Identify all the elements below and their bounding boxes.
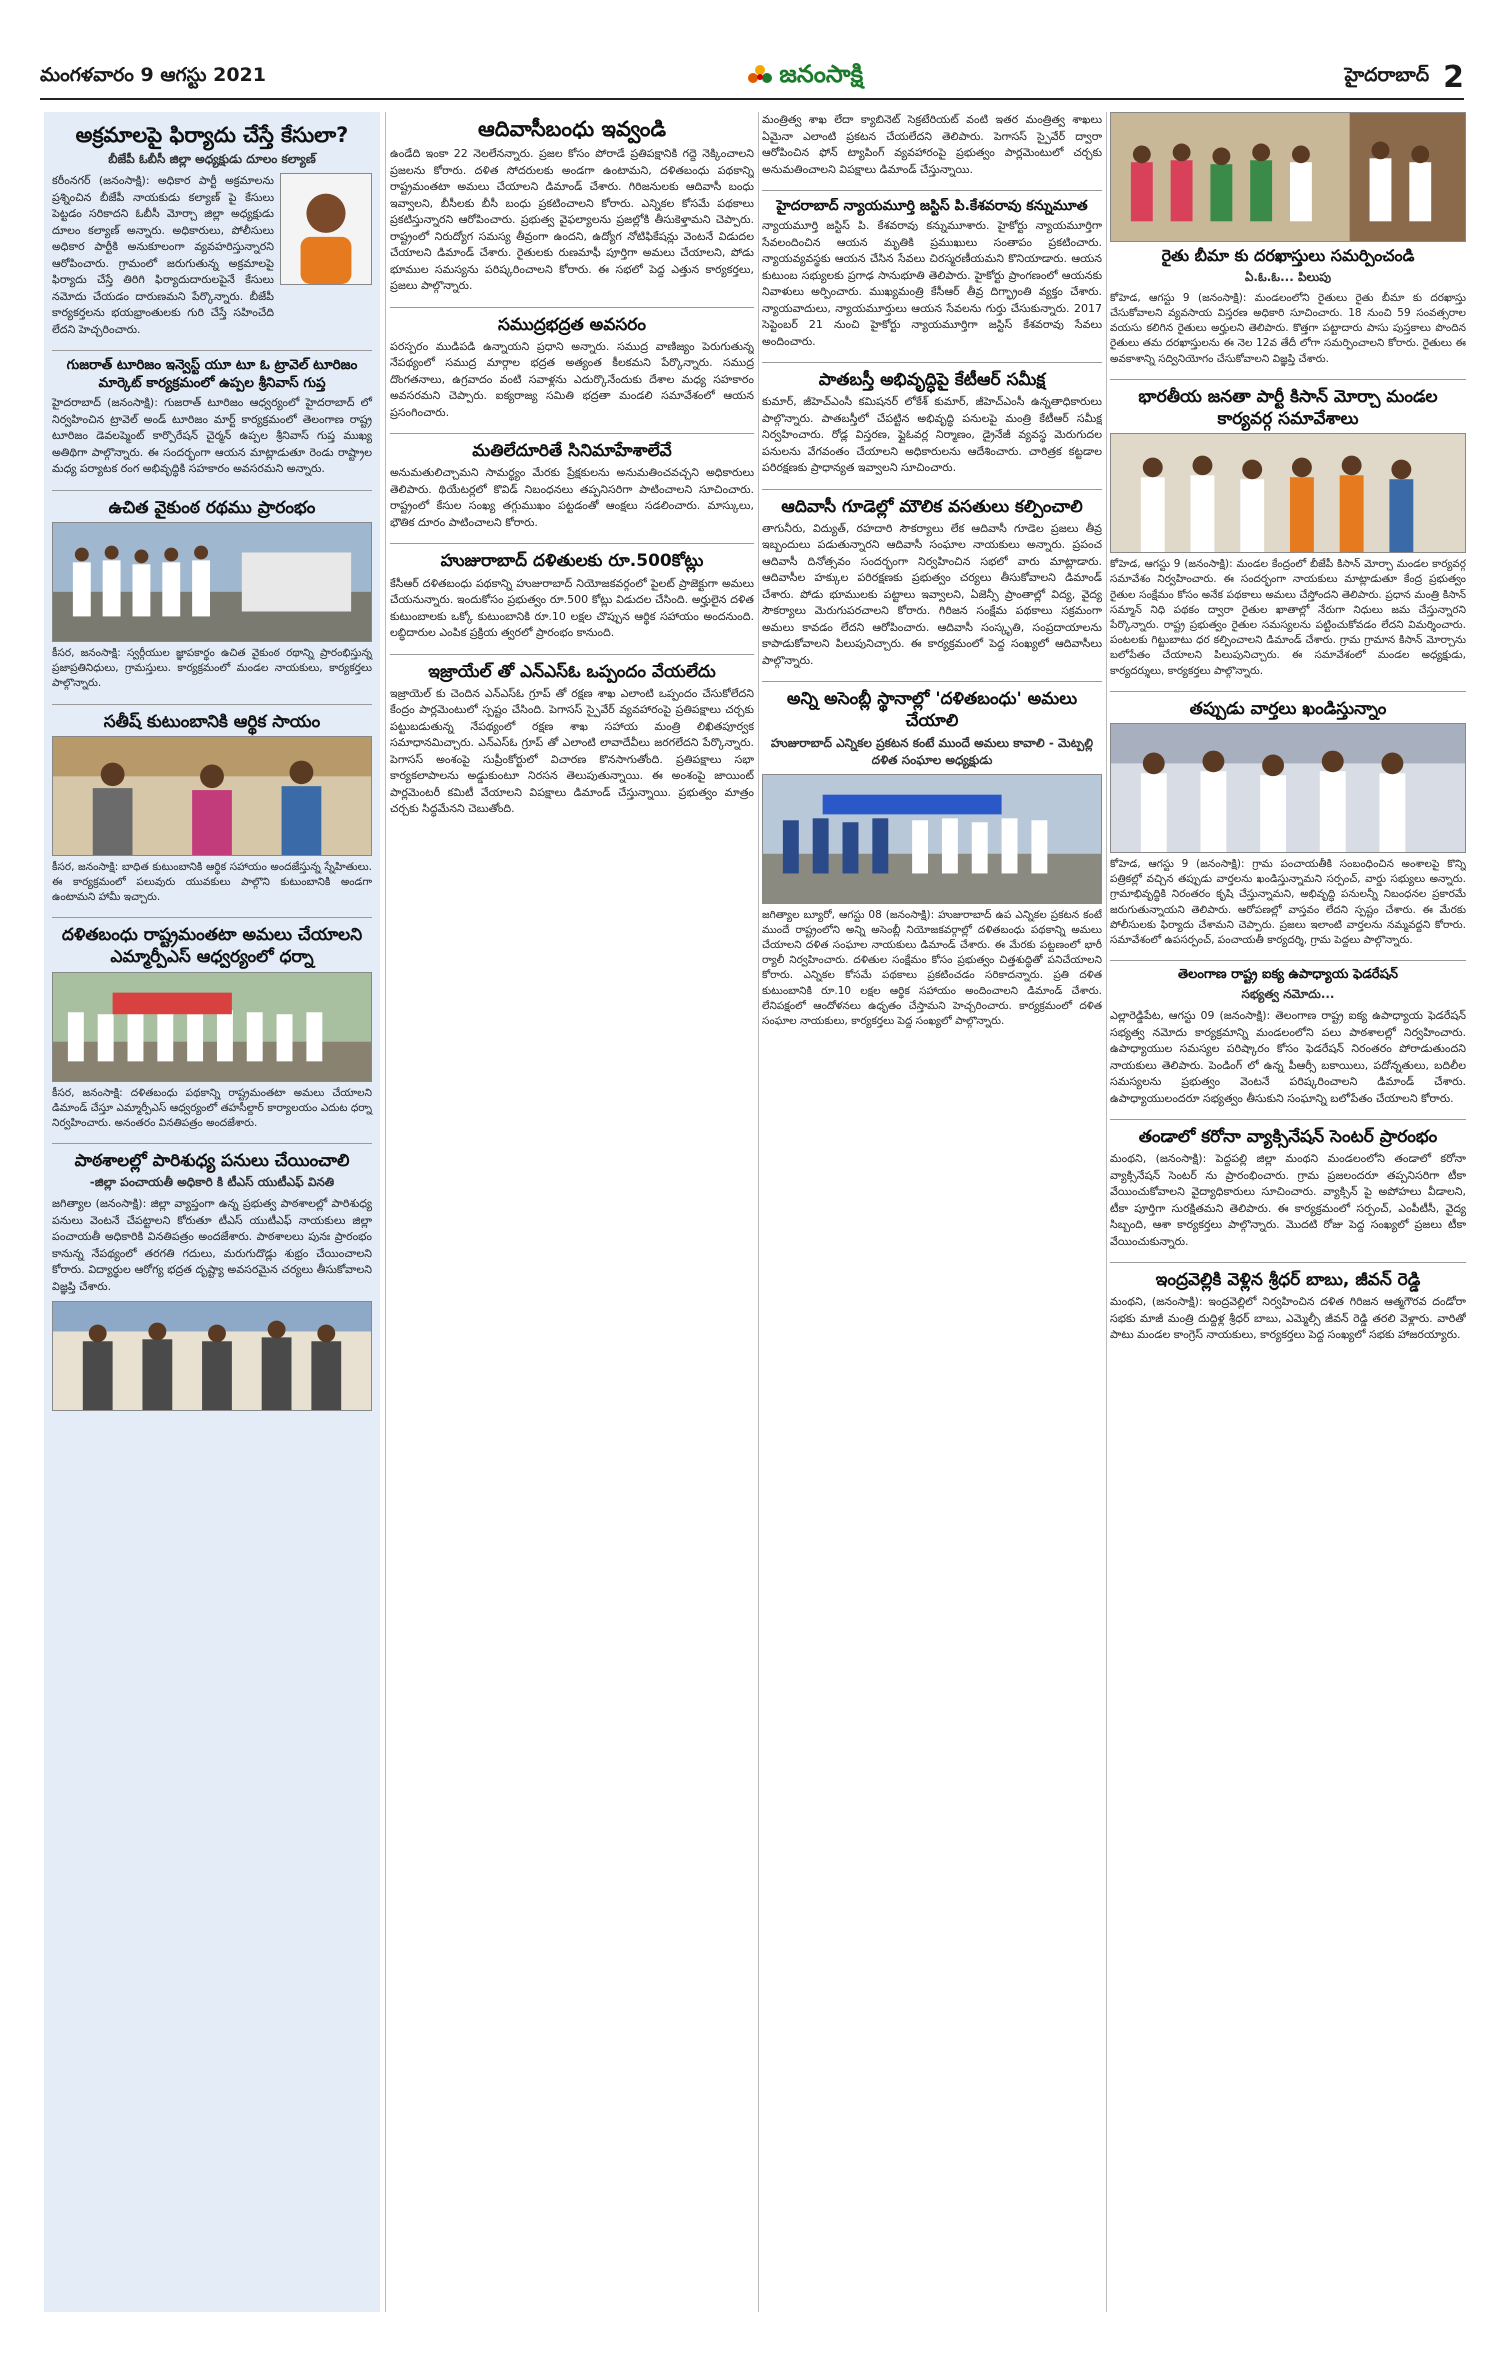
article-pegasus-continued [762, 112, 1102, 178]
news-photo [1110, 112, 1466, 242]
headline: ఇజ్రాయేల్ తో ఎన్ఎస్ఓ ఒప్పందం వేయలేదు [428, 661, 716, 682]
article-rythu-bima [1110, 112, 1466, 367]
headline: పాఠశాలల్లో పారిశుధ్య పనులు చేయించాలి [74, 1151, 350, 1172]
city-name: హైదరాబాద్ [1344, 63, 1430, 86]
article-body: ఉండేది ఇంకా 22 నెలలేనన్నారు. ప్రజల కోసం పోరాడే ప్రతిపక్షానికి గద్దె నెక్కించాలని ప్రజలను కోరారు. దళిత సోదరులకు అండగా ఉంటామని, దళితబంధు పథకాన్ని రాష్ట్రమంతటా అమలు చేయాలని డిమాండ్ చేశారు. గిరిజనులకు ఆదివాసీ బంధు ఇవ్వాలని, బీసీలకు బీసీ బంధు ప్రకటించాలని కోరారు. ఎన్నికల కోసమే పథకాలు ప్రకటిస్తున్నారని ఆరోపించారు. ప్రభుత్వ వైఫల్యాలను ప్రజల్లోకి తీసుకెళ్తామని చెప్పారు. రాష్ట్రంలో నిరుద్యోగ సమస్య తీవ్రంగా ఉందని, ఉద్యోగ నోటిఫికేషన్లు వెంటనే విడుదల చేయాలని డిమాండ్ చేశారు. రైతులకు రుణమాఫీ పూర్తిగా అమలు చేయాలని, పోడు భూముల సమస్యను పరిష్కరించాలని కోరారు. ఈ సభలో పెద్ద ఎత్తున కార్యకర్తలు, ప్రజలు పాల్గొన్నారు. [390, 147, 754, 293]
subheadline: బీజేపీ ఓబీసీ జిల్లా అధ్యక్షుడు దూలం కల్యాణ్ [108, 152, 316, 167]
article-body: మంథని, (జనంసాక్షి): ఇంద్రవెల్లిలో నిర్వహించిన దళిత గిరిజన ఆత్మగౌరవ దండోరా సభకు మాజీ మంత్రి దుద్దిళ్ల శ్రీధర్ బాబు, ఎమ్మెల్సీ జీవన్ రెడ్డి తరలి వెళ్లారు. వారితో పాటు మండల కాంగ్రెస్ నాయకులు, కార్యకర్తలు పెద్ద సంఖ్యలో సభకు హాజరయ్యారు. [1110, 1295, 1466, 1342]
issue-date: మంగళవారం 9 ఆగస్టు 2021 [40, 63, 266, 86]
page-number: 2 [1443, 59, 1464, 95]
news-photo [52, 736, 372, 856]
headline: ఆదివాసీ గూడెల్లో మౌలిక వసతులు కల్పించాలి [781, 496, 1083, 517]
article-financial-aid [52, 711, 372, 906]
headline: హైదరాబాద్ న్యాయమూర్తి జస్టిస్ పి.కేశవరావు కన్నుమూత [776, 198, 1088, 214]
article-indravelli [1110, 1269, 1466, 1344]
divider [762, 681, 1102, 682]
headline: తండాలో కరోనా వ్యాక్సినేషన్ సెంటర్ ప్రారంభం [1138, 1127, 1438, 1148]
headline: సముద్రభద్రత అవసరం [497, 314, 647, 335]
news-photo [52, 972, 372, 1082]
article-body: అనుమతులిచ్చామని సామర్థ్యం మేరకు ప్రేక్షకులను అనుమతించవచ్చని అధికారులు తెలిపారు. థియేటర్లలో కొవిడ్ నిబంధనలు తప్పనిసరిగా పాటించాలని సూచించారు. రాష్ట్రంలో కేసుల సంఖ్య తగ్గుముఖం పట్టడంతో ఆంక్షలు సడలించారు. మాస్కులు, భౌతిక దూరం పాటించాలని కోరారు. [390, 466, 754, 529]
divider [762, 362, 1102, 363]
subheadline: హుజురాబాద్ ఎన్నికల ప్రకటన కంటే ముందే అమలు కావాలి - మెట్పల్లి దళిత సంఘాల అధ్యక్షుడు [770, 735, 1094, 767]
headline: భారతీయ జనతా పార్టీ కిసాన్ మోర్చా మండల కార్యవర్గ సమావేశాలు [1138, 386, 1438, 429]
article-justice-obituary [762, 197, 1102, 350]
headline: ఇంద్రవెల్లికి వెళ్లిన శ్రీధర్ బాబు, జీవన్ రెడ్డి [1155, 1270, 1421, 1291]
article-vaikunta-ratham [52, 497, 372, 692]
article-false-news [1110, 698, 1466, 948]
photo-caption: కోహెడ, ఆగస్టు 9 (జనంసాక్షి): మండలంలోని రైతులు రైతు బీమా కు దరఖాస్తు చేసుకోవాలని వ్యవసాయ విస్తరణ అధికారి సూచించారు. 18 నుంచి 59 సంవత్సరాల వయసు కలిగిన రైతులు అర్హులని తెలిపారు. కొత్తగా పట్టాదారు పాసు పుస్తకాలు పొందిన రైతులు తమ దరఖాస్తులను ఈ నెల 12వ తేదీ లోగా సమర్పించాలని కోరారు. రైతులు ఈ అవకాశాన్ని సద్వినియోగం చేసుకోవాలని విజ్ఞప్తి చేశారు. [1110, 291, 1466, 365]
flower-icon [747, 64, 773, 90]
headline: పాతబస్తీ అభివృద్ధిపై కేటీఆర్ సమీక్ష [818, 370, 1046, 391]
headline: తప్పుడు వార్తలు ఖండిస్తున్నాం [1189, 698, 1387, 719]
news-photo [52, 522, 372, 642]
article-body: ఎల్లారెడ్డిపేట, ఆగస్టు 09 (జనంసాక్షి): తెలంగాణ రాష్ట్ర ఐక్య ఉపాధ్యాయ ఫెడరేషన్ సభ్యత్వ నమోదు కార్యక్రమాన్ని మండలంలోని పలు పాఠశాలల్లో నిర్వహించారు. ఉపాధ్యాయుల సమస్యల పరిష్కారం కోసం ఫెడరేషన్ నిరంతరం పోరాడుతుందని నాయకులు తెలిపారు. పెండింగ్ లో ఉన్న పీఆర్సీ బకాయిలు, పదోన్నతులు, బదిలీల సమస్యలను ప్రభుత్వం వెంటనే పరిష్కరించాలని డిమాండ్ చేశారు. ఉపాధ్యాయులందరూ సభ్యత్వం తీసుకుని సంఘాన్ని బలోపేతం చేయాలని కోరారు. [1110, 1009, 1466, 1105]
column-3 [762, 112, 1102, 2312]
article-gujarat-tourism [52, 357, 372, 478]
subheadline: సభ్యత్వ నమోదు... [1241, 987, 1335, 1002]
paper-name: జనంసాక్షి [779, 60, 864, 88]
article-theatres [390, 440, 754, 531]
article-complaint-cases [52, 122, 372, 338]
divider [390, 543, 754, 544]
article-body: జగిత్యాల (జనంసాక్షి): జిల్లా వ్యాప్తంగా ఉన్న ప్రభుత్వ పాఠశాలల్లో పారిశుధ్య పనులు వెంటనే చేపట్టాలని కోరుతూ టీఎస్ యుటీఎఫ్ నాయకులు జిల్లా పంచాయతీ అధికారికి వినతిపత్రం అందజేశారు. పాఠశాలలు పునః ప్రారంభం కానున్న నేపథ్యంలో తరగతి గదులు, మరుగుదొడ్లు శుభ్రం చేయించాలని కోరారు. విద్యార్థుల ఆరోగ్య భద్రత దృష్ట్యా అవసరమైన చర్యలు తీసుకోవాలని విజ్ఞప్తి చేశారు. [52, 1197, 372, 1293]
article-body: ఇజ్రాయెల్ కు చెందిన ఎన్ఎస్ఓ గ్రూప్ తో రక్షణ శాఖ ఎలాంటి ఒప్పందం చేసుకోలేదని కేంద్రం పార్లమెంటులో స్పష్టం చేసింది. పెగాసస్ స్పైవేర్ వ్యవహారంపై ప్రతిపక్షాలు చర్చకు పట్టుబడుతున్న నేపథ్యంలో రక్షణ శాఖ సహాయ మంత్రి లిఖితపూర్వక సమాధానమిచ్చారు. ఎన్ఎస్ఓ గ్రూప్ తో ఎలాంటి లావాదేవీలు జరగలేదని పేర్కొన్నారు. పెగాసస్ అంశంపై సుప్రీంకోర్టులో విచారణ కొనసాగుతోంది. ప్రతిపక్షాలు సభా కార్యకలాపాలను అడ్డుకుంటూ నిరసన తెలుపుతున్నాయి. ఈ అంశంపై జాయింట్ పార్లమెంటరీ కమిటీ వేయాలని విపక్షాలు డిమాండ్ చేస్తున్నాయి. ప్రభుత్వం మాత్రం చర్చకు సిద్ధమేనని చెబుతోంది. [390, 686, 754, 816]
headline: ఆదివాసీబంధు ఇవ్వండి [478, 117, 666, 141]
article-body: కుమార్, జీహెచ్ఎంసీ కమిషనర్ లోకేశ్ కుమార్, జీహెచ్ఎంసీ ఉన్నతాధికారులు పాల్గొన్నారు. పాతబస్తీలో చేపట్టిన అభివృద్ధి పనులపై మంత్రి కేటీఆర్ సమీక్ష నిర్వహించారు. రోడ్ల విస్తరణ, ఫ్లైఓవర్ల నిర్మాణం, డ్రైనేజీ వ్యవస్థ మెరుగుదల పనులను వేగవంతం చేయాలని అధికారులను ఆదేశించారు. చారిత్రక కట్టడాల పరిరక్షణకు ప్రాధాన్యత ఇవ్వాలని సూచించారు. [762, 395, 1102, 475]
news-photo [52, 1301, 372, 1411]
article-body: న్యాయమూర్తి జస్టిస్ పి. కేశవరావు కన్నుమూశారు. హైకోర్టు న్యాయమూర్తిగా సేవలందించిన ఆయన మృతికి ప్రముఖులు సంతాపం ప్రకటించారు. న్యాయవ్యవస్థకు ఆయన చేసిన సేవలు చిరస్మరణీయమని కొనియాడారు. ఆయన కుటుంబ సభ్యులకు ప్రగాఢ సానుభూతి తెలిపారు. హైకోర్టు ప్రాంగణంలో ఆయనకు నివాళులు అర్పించారు. ముఖ్యమంత్రి కేసీఆర్ తీవ్ర దిగ్భ్రాంతి వ్యక్తం చేశారు. న్యాయవాదులు, న్యాయమూర్తులు ఆయన సేవలను గుర్తు చేసుకున్నారు. 2017 సెప్టెంబర్ 21 నుంచి హైకోర్టు న్యాయమూర్తిగా జస్టిస్ కేశవరావు సేవలు అందించారు. [762, 219, 1102, 348]
article-school-sanitation [52, 1150, 372, 1411]
headline: అక్రమాలపై ఫిర్యాదు చేస్తే కేసులా? [75, 123, 349, 147]
divider [52, 1143, 372, 1144]
article-body: పరస్పరం ముడిపడి ఉన్నాయని ప్రధాని అన్నారు. సముద్ర వాణిజ్యం పెరుగుతున్న నేపథ్యంలో సముద్ర మార్గాల భద్రత అత్యంత కీలకమని పేర్కొన్నారు. సముద్ర దొంగతనాలు, ఉగ్రవాదం వంటి సవాళ్లను ఎదుర్కొనేందుకు దేశాల మధ్య సహకారం అవసరమని చెప్పారు. ఐక్యరాజ్య సమితి భద్రతా మండలి సమావేశంలో ఆయన ప్రసంగించారు. [390, 339, 754, 419]
headline: తెలంగాణ రాష్ట్ర ఐక్య ఉపాధ్యాయ ఫెడరేషన్ [1178, 967, 1398, 983]
article-body: కరీంనగర్ (జనంసాక్షి): అధికార పార్టీ అక్రమాలను ప్రశ్నించిన బీజేపీ నాయకుడు కల్యాణ్ పై కేసులు పెట్టడం సరికాదని ఓబీసీ మోర్చా జిల్లా అధ్యక్షుడు దూలం కల్యాణ్ అన్నారు. అధికారులు, పోలీసులు అధికార పార్టీకి అనుకూలంగా వ్యవహరిస్తున్నారని ఆరోపించారు. గ్రామంలో జరుగుతున్న అక్రమాలపై ఫిర్యాదు చేస్తే తిరిగి ఫిర్యాదుదారులపైనే కేసులు నమోదు చేయడం దారుణమని పేర్కొన్నారు. బీజేపీ కార్యకర్తలను భయభ్రాంతులకు గురి చేస్తే సహించేది లేదని హెచ్చరించారు. [52, 174, 274, 336]
column-divider [758, 112, 759, 2312]
column-2 [390, 112, 754, 2312]
subheadline: ఏ.ఓ.ఓ... పిలుపు [1244, 269, 1332, 284]
divider [762, 489, 1102, 490]
column-divider [1106, 112, 1107, 2312]
divider [1110, 1262, 1466, 1263]
portrait-photo [280, 173, 372, 285]
divider [52, 490, 372, 491]
photo-caption: కీసర, జనంసాక్షి: దళితబంధు పథకాన్ని రాష్ట్రమంతటా అమలు చేయాలని డిమాండ్ చేస్తూ ఎమ్మార్పీఎస్ ఆధ్వర్యంలో తహసీల్దార్ కార్యాలయం ఎదుట ధర్నా నిర్వహించారు. అనంతరం వినతిపత్రం అందజేశారు. [52, 1086, 372, 1130]
article-body: తాగునీరు, విద్యుత్, రహదారి సౌకర్యాలు లేక ఆదివాసీ గూడెల ప్రజలు తీవ్ర ఇబ్బందులు పడుతున్నారని ఆదివాసీ సంఘాల నాయకులు అన్నారు. ప్రపంచ ఆదివాసీ దినోత్సవం సందర్భంగా నిర్వహించిన సభలో వారు మాట్లాడారు. ఆదివాసీల హక్కుల పరిరక్షణకు ప్రభుత్వం చర్యలు తీసుకోవాలని డిమాండ్ చేశారు. పోడు భూములకు పట్టాలు ఇవ్వాలని, ఏజెన్సీ ప్రాంతాల్లో విద్య, వైద్య సౌకర్యాలు మెరుగుపరచాలని కోరారు. గిరిజన సంక్షేమ పథకాలు సక్రమంగా అమలు కావడం లేదని ఆరోపించారు. ఆదివాసీ సంస్కృతి, సంప్రదాయాలను కాపాడుకోవాలని పిలుపునిచ్చారు. ఈ కార్యక్రమంలో పెద్ద సంఖ్యలో ఆదివాసీలు పాల్గొన్నారు. [762, 521, 1102, 667]
divider [390, 307, 754, 308]
column-divider [385, 112, 386, 2312]
divider [52, 350, 372, 351]
headline: అన్ని అసెంబ్లీ స్థానాల్లో 'దళితబంధు' అమలు చేయాలి [786, 689, 1078, 732]
column-4 [1110, 112, 1466, 2312]
divider [1110, 960, 1466, 961]
article-huzurabad-funds [390, 550, 754, 641]
article-body: కేసీఆర్ దళితబంధు పథకాన్ని హుజురాబాద్ నియోజకవర్గంలో పైలట్ ప్రాజెక్టుగా అమలు చేయనున్నారు. ఇందుకోసం ప్రభుత్వం రూ.500 కోట్లు విడుదల చేసింది. అర్హులైన దళిత కుటుంబాలకు ఒక్కో కుటుంబానికి రూ.10 లక్షల చొప్పున ఆర్థిక సహాయం అందనుంది. లబ్ధిదారుల ఎంపిక ప్రక్రియ త్వరలో ప్రారంభం కానుంది. [390, 576, 754, 640]
masthead [40, 56, 1464, 100]
article-vaccination-centre [1110, 1126, 1466, 1250]
photo-caption: కీసర, జనంసాక్షి: స్వర్గీయుల జ్ఞాపకార్థం ఉచిత వైకుంఠ రథాన్ని ప్రారంభిస్తున్న ప్రజాప్రతినిధులు, గ్రామస్తులు. కార్యక్రమంలో మండల నాయకులు, కార్యకర్తలు పాల్గొన్నారు. [52, 646, 372, 690]
news-photo [762, 774, 1102, 904]
headline: గుజరాత్ టూరిజం ఇన్వెస్ట్ యూ టూ ఓ ట్రావెల్ టూరిజం మార్కెట్ కార్యక్రమంలో ఉప్పల శ్రీనివాస్ గుప్త [66, 357, 358, 391]
divider [1110, 1119, 1466, 1120]
headline: దళితబంధు రాష్ట్రమంతటా అమలు చేయాలని ఎమ్మార్పీఎస్ ఆధ్వర్యంలో ధర్నా [61, 925, 363, 968]
article-body: హైదరాబాద్ (జనంసాక్షి): గుజరాత్ టూరిజం ఆధ్వర్యంలో హైదరాబాద్ లో నిర్వహించిన ట్రావెల్ అండ్ టూరిజం మార్ట్ కార్యక్రమంలో తెలంగాణ రాష్ట్ర టూరిజం డెవలప్మెంట్ కార్పొరేషన్ చైర్మన్ ఉప్పల శ్రీనివాస్ గుప్త ముఖ్య అతిథిగా పాల్గొన్నారు. ఈ సందర్భంగా ఆయన మాట్లాడుతూ రెండు రాష్ట్రాల మధ్య పర్యాటక రంగ అభివృద్ధికి సహకారం అవసరమని అన్నారు. [52, 396, 372, 476]
headline: రైతు బీమా కు దరఖాస్తులు సమర్పించండి [1161, 246, 1415, 265]
article-maritime-security [390, 314, 754, 422]
headline: ఉచిత వైకుంఠ రథము ప్రారంభం [108, 497, 316, 518]
paper-logo [747, 60, 863, 94]
photo-caption: కోహెడ, ఆగస్టు 9 (జనంసాక్షి): మండల కేంద్రంలో బీజేపీ కిసాన్ మోర్చా మండల కార్యవర్గ సమావేశం నిర్వహించారు. ఈ సందర్భంగా నాయకులు మాట్లాడుతూ కేంద్ర ప్రభుత్వం రైతుల సంక్షేమం కోసం అనేక పథకాలు అమలు చేస్తోందని తెలిపారు. ప్రధాన మంత్రి కిసాన్ సమ్మాన్ నిధి పథకం ద్వారా రైతుల ఖాతాల్లో నేరుగా నిధులు జమ చేస్తున్నారని పేర్కొన్నారు. రాష్ట్ర ప్రభుత్వం రైతుల సమస్యలను పట్టించుకోవడం లేదని విమర్శించారు. పంటలకు గిట్టుబాటు ధర కల్పించాలని డిమాండ్ చేశారు. గ్రామ గ్రామాన కిసాన్ మోర్చాను బలోపేతం చేయాలని పిలుపునిచ్చారు. ఈ సమావేశంలో మండల అధ్యక్షుడు, కార్యదర్శులు, కార్యకర్తలు పాల్గొన్నారు. [1110, 558, 1466, 677]
article-adivasi-facilities [762, 496, 1102, 670]
subheadline: -జిల్లా పంచాయతీ అధికారి కి టీఎస్ యుటీఎఫ్ వినతి [89, 1175, 335, 1190]
divider [1110, 379, 1466, 380]
article-dalitha-bandhu-all-seats [762, 688, 1102, 1029]
article-old-city-review [762, 369, 1102, 477]
divider [52, 917, 372, 918]
divider [762, 190, 1102, 191]
photo-caption: కీసర, జనంసాక్షి: బాధిత కుటుంబానికి ఆర్థిక సహాయం అందజేస్తున్న స్నేహితులు. ఈ కార్యక్రమంలో పలువురు యువకులు పాల్గొని కుటుంబానికి అండగా ఉంటామని హామీ ఇచ్చారు. [52, 860, 372, 904]
article-teachers-federation [1110, 967, 1466, 1107]
divider [390, 654, 754, 655]
divider [1110, 691, 1466, 692]
column-1 [44, 112, 380, 2312]
headline: హుజురాబాద్ దళితులకు రూ.500కోట్లు [440, 551, 704, 572]
article-body: మంథని, (జనంసాక్షి): పెద్దపల్లి జిల్లా మంథని మండలంలోని తండాలో కరోనా వ్యాక్సినేషన్ సెంటర్ ను ప్రారంభించారు. గ్రామ ప్రజలందరూ తప్పనిసరిగా టీకా వేయించుకోవాలని వైద్యాధికారులు సూచించారు. వ్యాక్సిన్ పై అపోహలు వీడాలని, టీకా పూర్తిగా సురక్షితమని తెలిపారు. ఈ కార్యక్రమంలో సర్పంచ్, ఎంపీటీసీ, వైద్య సిబ్బంది, ఆశా కార్యకర్తలు పాల్గొన్నారు. మొదటి రోజు పెద్ద సంఖ్యలో ప్రజలు టీకా వేయించుకున్నారు. [1110, 1152, 1466, 1248]
news-photo [1110, 433, 1466, 553]
article-adivasi-bandhu [390, 116, 754, 295]
divider [390, 433, 754, 434]
headline: మతిలేదూరితే సినిమాహేశాలేవే [472, 441, 672, 462]
photo-caption: కోహెడ, ఆగస్టు 9 (జనంసాక్షి): గ్రామ పంచాయతీకి సంబంధించిన అంశాలపై కొన్ని పత్రికల్లో వచ్చిన తప్పుడు వార్తలను ఖండిస్తున్నామని సర్పంచ్, వార్డు సభ్యులు అన్నారు. గ్రామాభివృద్ధికి నిరంతరం కృషి చేస్తున్నామని, అభివృద్ధి పనులన్నీ నిబంధనల ప్రకారమే జరుగుతున్నాయని తెలిపారు. ఆరోపణల్లో వాస్తవం లేదని స్పష్టం చేశారు. ఈ మేరకు పోలీసులకు ఫిర్యాదు చేశామని చెప్పారు. ప్రజలు ఇలాంటి వార్తలను నమ్మవద్దని కోరారు. సమావేశంలో ఉపసర్పంచ్, పంచాయతీ కార్యదర్శి, గ్రామ పెద్దలు పాల్గొన్నారు. [1110, 857, 1466, 947]
article-bjp-kisan-morcha [1110, 386, 1466, 679]
news-photo [1110, 723, 1466, 853]
divider [52, 704, 372, 705]
headline: సతీష్ కుటుంబానికి ఆర్థిక సాయం [103, 711, 321, 732]
article-mrps-dharna [52, 924, 372, 1131]
photo-caption: జగిత్యాల బ్యూరో, ఆగస్టు 08 (జనంసాక్షి): హుజురాబాద్ ఉప ఎన్నికల ప్రకటన కంటే ముందే రాష్ట్రంలోని అన్ని అసెంబ్లీ నియోజకవర్గాల్లో దళితబంధు పథకాన్ని అమలు చేయాలని దళిత సంఘాల నాయకులు డిమాండ్ చేశారు. ఈ మేరకు పట్టణంలో భారీ ర్యాలీ నిర్వహించారు. దళితుల సంక్షేమం కోసం ప్రభుత్వం చిత్తశుద్ధితో పనిచేయాలని కోరారు. ఎన్నికల కోసమే పథకాలు ప్రకటించడం సరికాదన్నారు. ప్రతి దళిత కుటుంబానికి రూ.10 లక్షల ఆర్థిక సహాయం అందించాలని డిమాండ్ చేశారు. లేనిపక్షంలో ఆందోళనలు ఉధృతం చేస్తామని హెచ్చరించారు. కార్యక్రమంలో దళిత సంఘాల నాయకులు, కార్యకర్తలు పెద్ద సంఖ్యలో పాల్గొన్నారు. [762, 908, 1102, 1028]
article-body: మంత్రిత్వ శాఖ లేదా క్యాబినెట్ సెక్రటేరియట్ వంటి ఇతర మంత్రిత్వ శాఖలు ఏమైనా ఎలాంటి ప్రకటన చేయలేదని తెలిపారు. పెగాసస్ స్పైవేర్ ద్వారా ఆరోపించిన ఫోన్ ట్యాపింగ్ వ్యవహారంపై ప్రభుత్వం పార్లమెంటులో చర్చకు అనుమతించాలని విపక్షాలు డిమాండ్ చేస్తున్నాయి. [762, 113, 1102, 176]
article-nso-israel [390, 661, 754, 818]
